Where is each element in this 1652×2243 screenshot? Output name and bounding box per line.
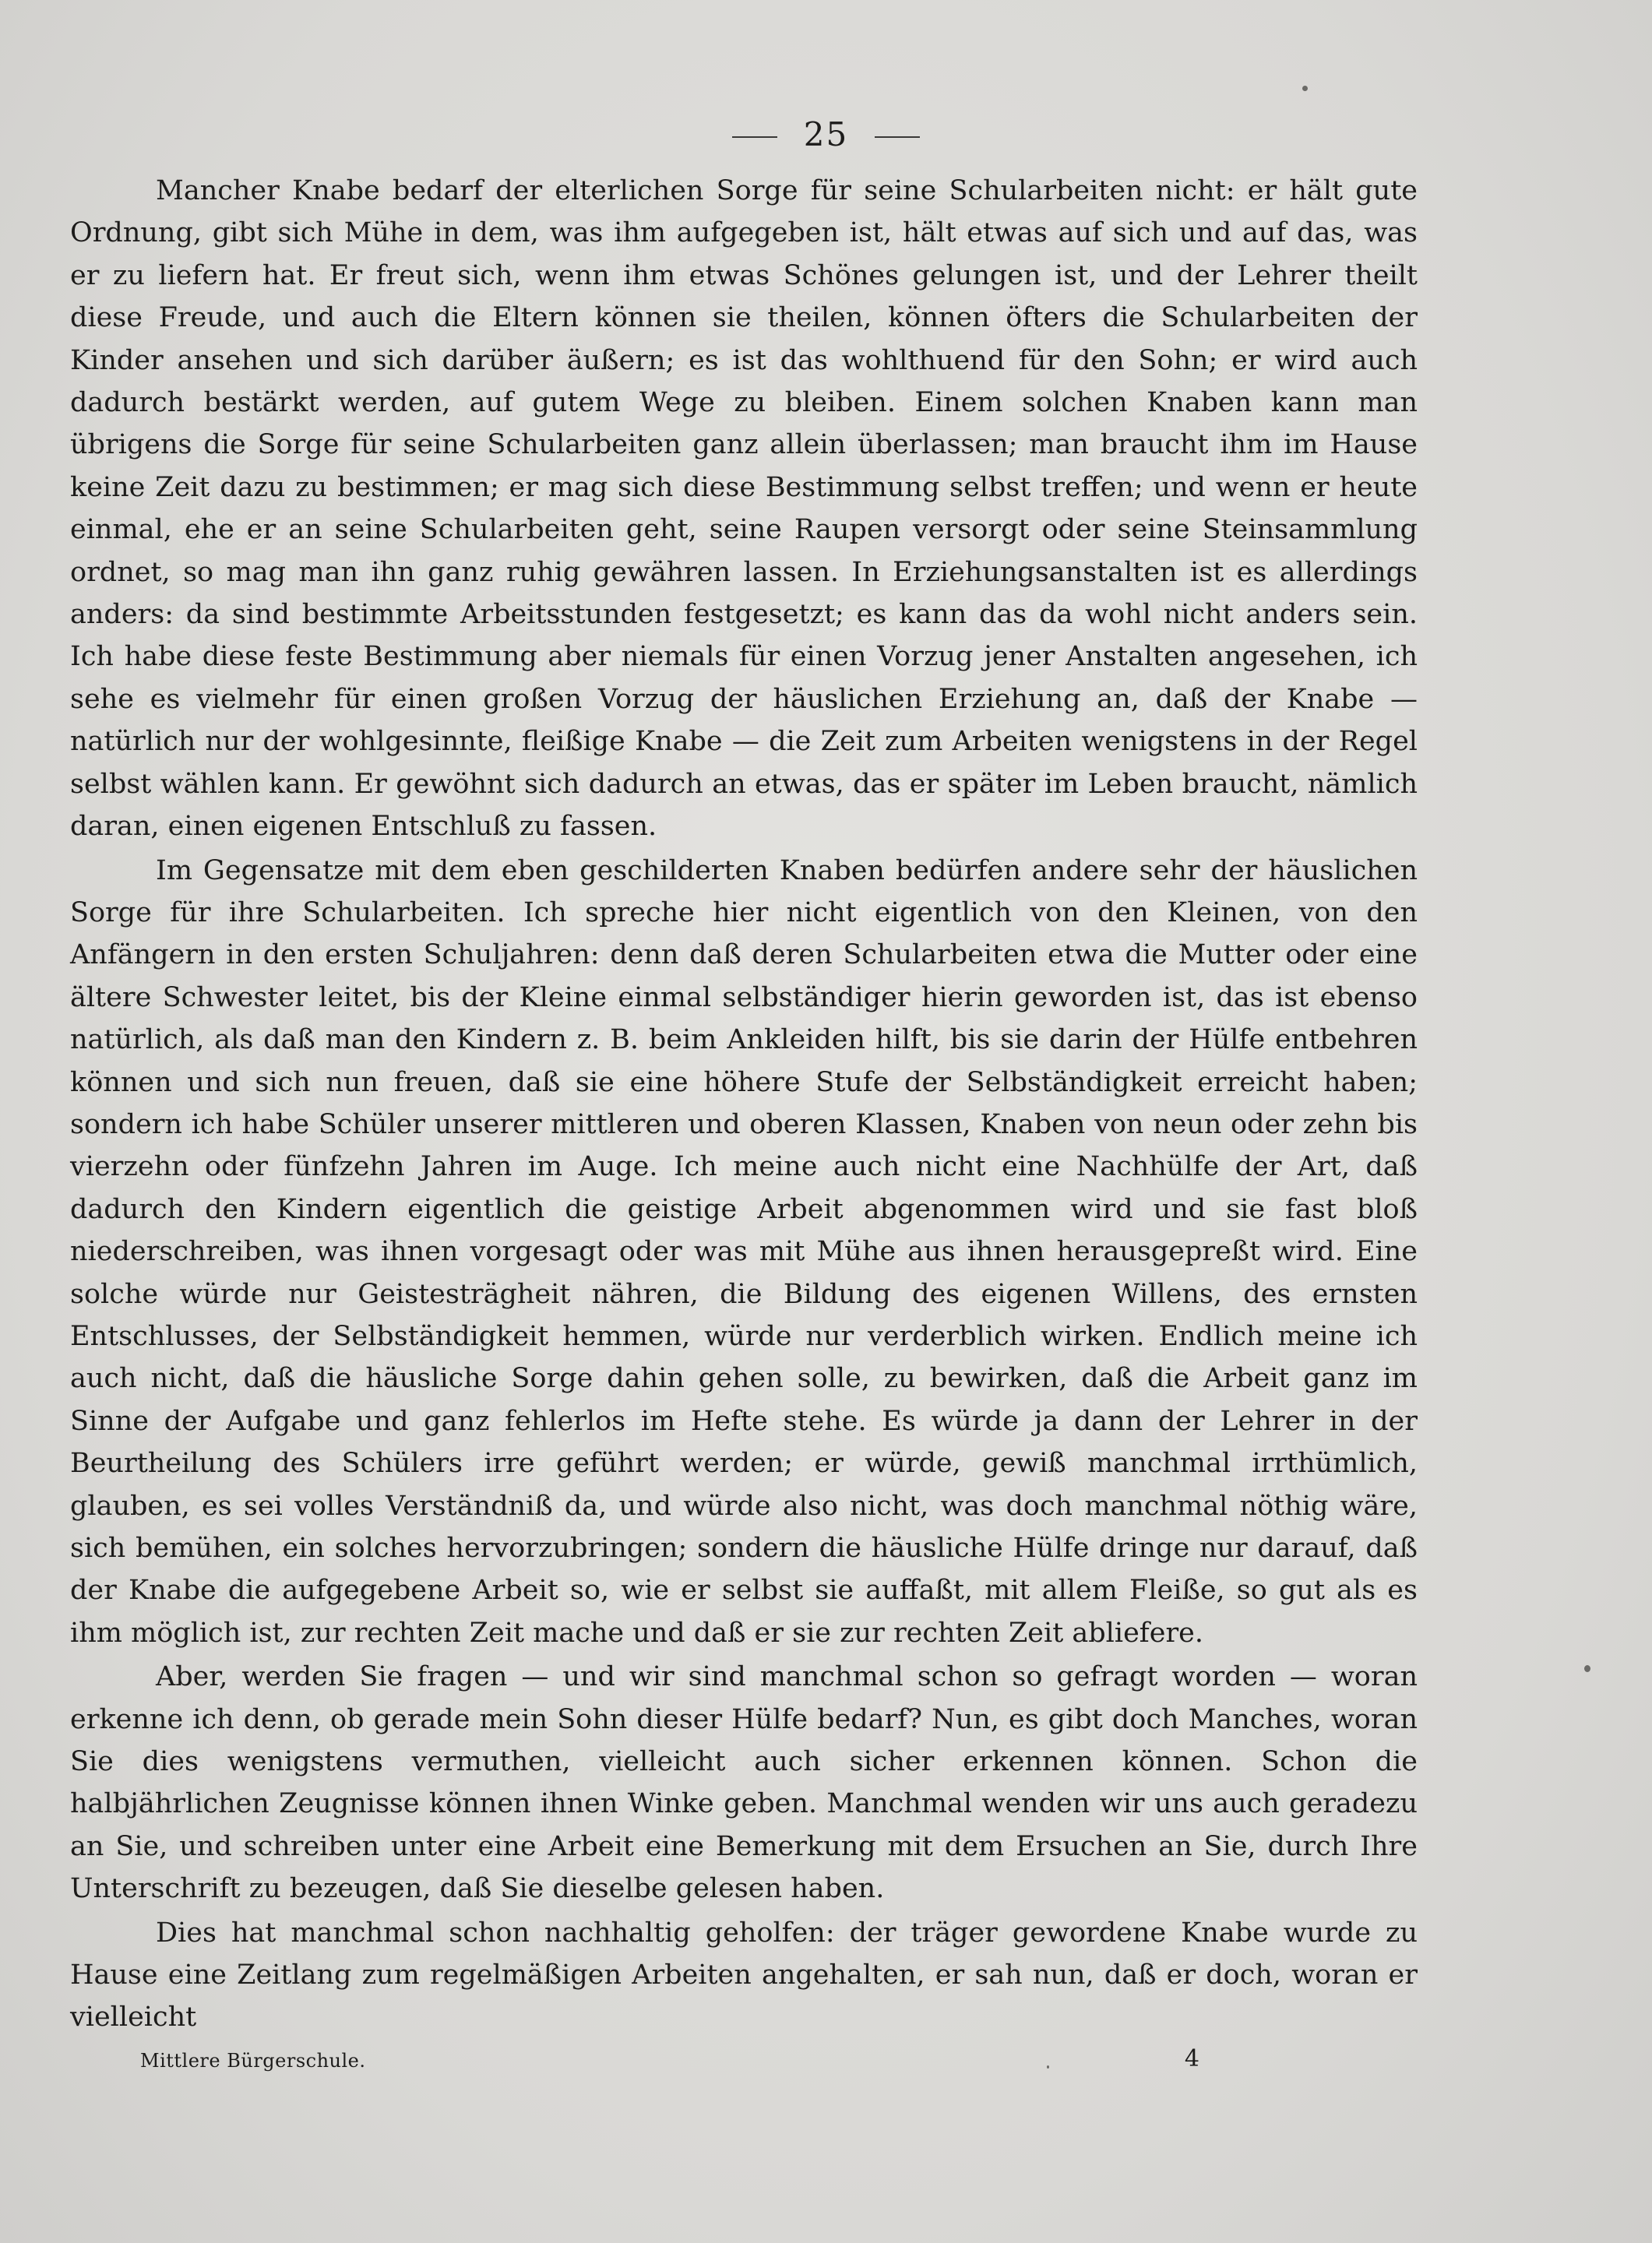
paragraph-1: Mancher Knabe bedarf der elterlichen Sorge für seine Schularbeiten nicht: er hält gute Ordnung, gibt sich Mühe in dem, was ihm aufgegeben ist, hält etwas auf sich und auf das, was er zu liefern hat. Er freut sich, wenn ihm etwas Schönes gelungen ist, und der Lehrer theilt diese Freude, und auch die Eltern können sie theilen, können öfters die Schularbeiten der Kinder ansehen und sich darüber äußern; es ist das wohlthuend für den Sohn; er wird auch dadurch bestärkt werden, auf gutem Wege zu bleiben. Einem solchen Knaben kann man übrigens die Sorge für seine Schularbeiten ganz allein überlassen; man braucht ihm im Hause keine Zeit dazu zu bestimmen; er mag sich diese Bestimmung selbst treffen; und wenn er heute einmal, ehe er an seine Schularbeiten geht, seine Raupen versorgt oder seine Steinsammlung ordnet, so mag man ihn ganz ruhig gewähren lassen. In Erziehungsanstalten ist es allerdings anders: da sind bestimmte Arbeitsstunden festgesetzt; es kann das da wohl nicht anders sein. Ich habe diese feste Bestimmung aber niemals für einen Vorzug jener Anstalten angesehen, ich sehe es vielmehr für einen großen Vorzug der häuslichen Erziehung an, daß der Knabe — natürlich nur der wohlgesinnte, fleißige Knabe — die Zeit zum Arbeiten wenigstens in der Regel selbst wählen kann. Er gewöhnt sich dadurch an etwas, das er später im Leben braucht, nämlich daran, einen eigenen Entschluß zu fassen. xyxy=(70,175,1418,843)
paragraph-4: Dies hat manchmal schon nachhaltig geholfen: der träger gewordene Knabe wurde zu Hause eine Zeitlang zum regelmäßigen Arbeiten angehalten, er sah nun, daß er doch, woran er vielleicht xyxy=(70,1917,1418,2033)
paper-speck xyxy=(1584,1665,1590,1672)
sheet-number: 4 xyxy=(1184,2045,1199,2072)
body-text xyxy=(70,170,1418,2039)
header-dash-right xyxy=(875,136,920,138)
page-header xyxy=(0,115,1652,153)
paper-speck xyxy=(1302,86,1308,91)
printer-signature: Mittlere Bürgerschule. xyxy=(140,2050,366,2072)
paragraph-2: Im Gegensatze mit dem eben geschilderten Knaben bedürfen andere sehr der häuslichen Sorge für ihre Schularbeiten. Ich spreche hier nicht eigentlich von den Kleinen, von den Anfängern in den ersten Schuljahren: denn daß deren Schularbeiten etwa die Mutter oder eine ältere Schwester leitet, bis der Kleine einmal selbständiger hierin geworden ist, das ist ebenso natürlich, als daß man den Kindern z. B. beim Ankleiden hilft, bis sie darin der Hülfe entbehren können und sich nun freuen, daß sie eine höhere Stufe der Selbständigkeit erreicht haben; sondern ich habe Schüler unserer mittleren und oberen Klassen, Knaben von neun oder zehn bis vierzehn oder fünfzehn Jahren im Auge. Ich meine auch nicht eine Nachhülfe der Art, daß dadurch den Kindern eigentlich die geistige Arbeit abgenommen wird und sie fast bloß niederschreiben, was ihnen vorgesagt oder was mit Mühe aus ihnen herausgepreßt wird. Eine solche würde nur Geistesträgheit nähren, die Bildung des eigenen Willens, des ernsten Entschlusses, der Selbständigkeit hemmen, würde nur verderblich wirken. Endlich meine ich auch nicht, daß die häusliche Sorge dahin gehen solle, zu bewirken, daß die Arbeit ganz im Sinne der Aufgabe und ganz fehlerlos im Hefte stehe. Es würde ja dann der Lehrer in der Beurtheilung des Schülers irre geführt werden; er würde, gewiß manchmal irrthümlich, glauben, es sei volles Verständniß da, und würde also nicht, was doch manchmal nöthig wäre, sich bemühen, ein solches hervorzubringen; sondern die häusliche Hülfe dringe nur darauf, daß der Knabe die aufgegebene Arbeit so, wie er selbst sie auffaßt, mit allem Fleiße, so gut als es ihm möglich ist, zur rechten Zeit mache und daß er sie zur rechten Zeit abliefere. xyxy=(70,854,1418,1649)
page-footer xyxy=(140,2045,1199,2072)
paragraph-3: Aber, werden Sie fragen — und wir sind manchmal schon so gefragt worden — woran erkenne ich denn, ob gerade mein Sohn dieser Hülfe bedarf? Nun, es gibt doch Manches, woran Sie dies wenigstens vermuthen, vielleicht auch sicher erkennen können. Schon die halbjährlichen Zeugnisse können ihnen Winke geben. Manchmal wenden wir uns auch geradezu an Sie, und schreiben unter eine Arbeit eine Bemerkung mit dem Ersuchen an Sie, durch Ihre Unterschrift zu bezeugen, daß Sie dieselbe gelesen haben. xyxy=(70,1661,1418,1905)
header-dash-left xyxy=(732,136,777,138)
page-number: 25 xyxy=(803,115,849,153)
paper-speck xyxy=(1047,2065,1049,2069)
